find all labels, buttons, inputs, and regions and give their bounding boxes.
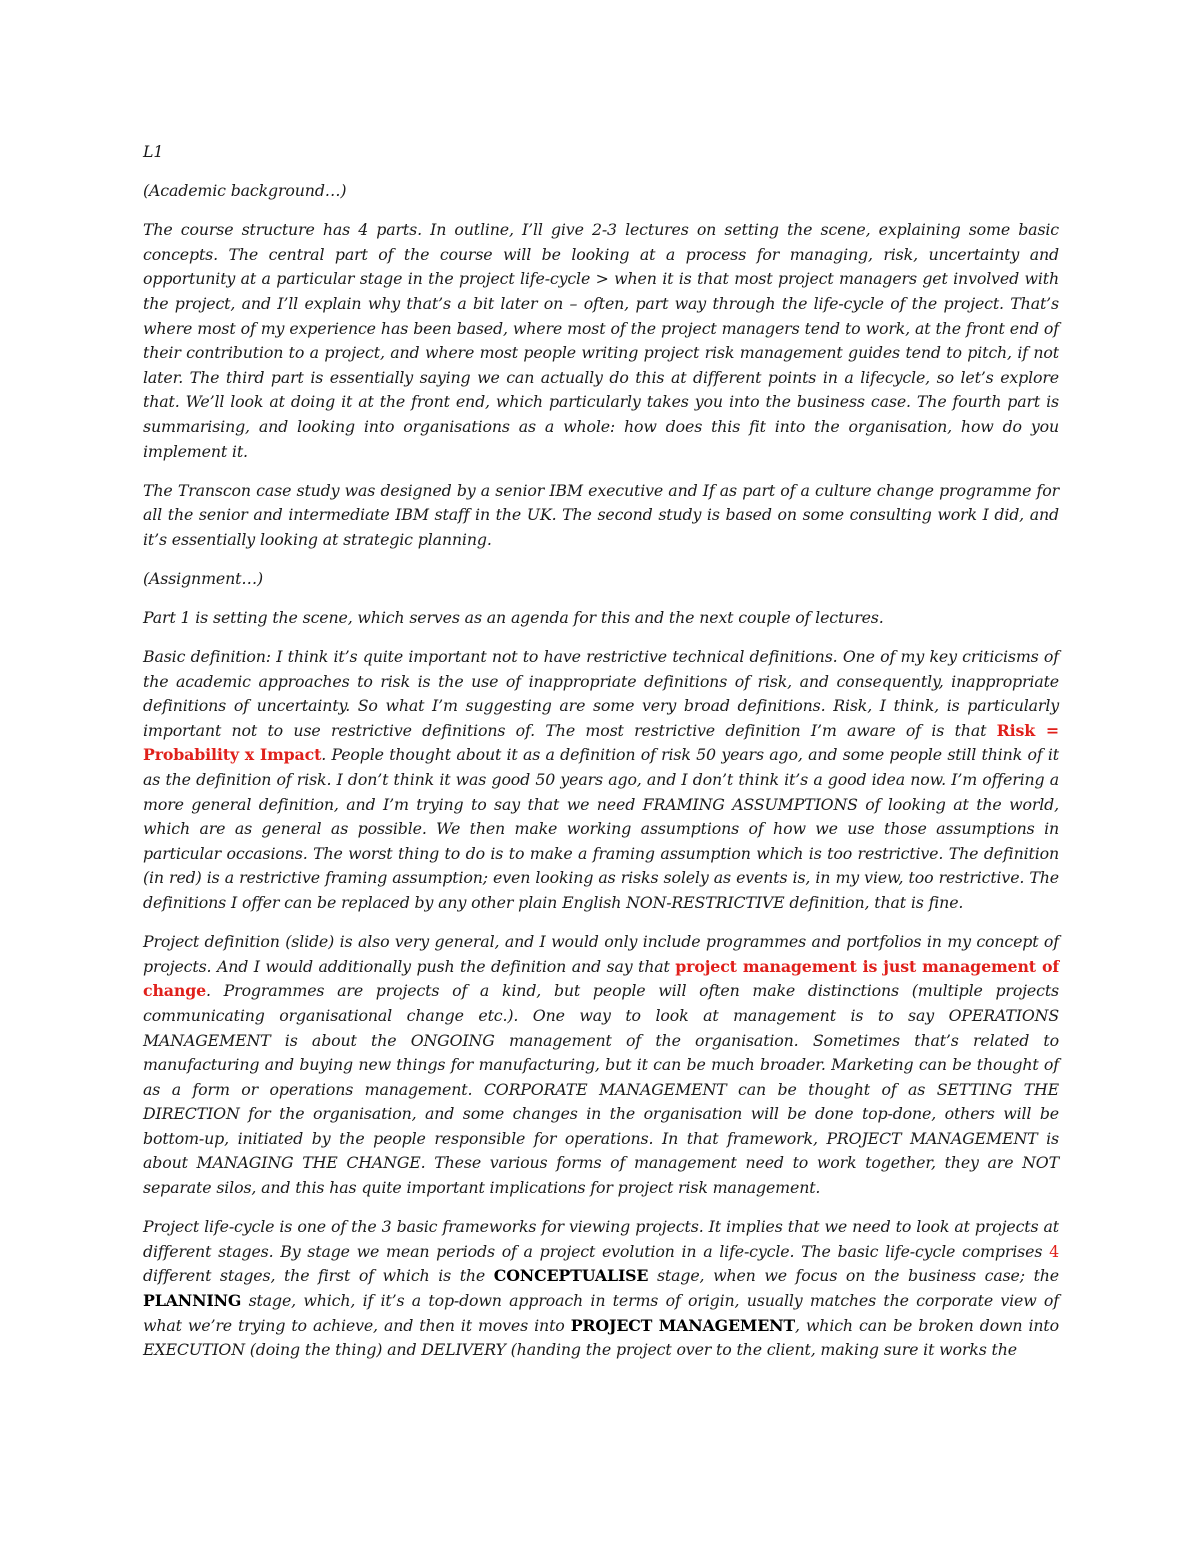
paragraph-basic-definition	[143, 645, 1059, 916]
life-cycle-text-c: stage, when we focus on the business case; the	[648, 1266, 1059, 1286]
basic-definition-text-a: Basic definition: I think it’s quite important not to have restrictive technical definitions. One of my key criticisms of the academic approaches to risk is the use of inappropriate definitions of risk, and consequently, inappropriate definitions of uncertainty. So what I’m suggesting are some very broad definitions. Risk, I think, is particularly important not to use restrictive definitions of. The most restrictive definition I’m aware of is that	[143, 647, 1059, 740]
stage-planning: PLANNING	[143, 1290, 242, 1310]
basic-definition-text-b: . People thought about it as a definition of risk 50 years ago, and some people still think of it as the definition of risk. I don’t think it was good 50 years ago, and I don’t think it’s a good idea now. I’m offering a more general definition, and I’m trying to say that we need FRAMING ASSUMPTIONS of looking at the world, which are as general as possible. We then make working assumptions of how we use those assumptions in particular occasions. The worst thing to do is to make a framing assumption which is too restrictive. The definition (in red) is a restrictive framing assumption; even looking as risks solely as events is, in my view, too restrictive. The definitions I offer can be replaced by any other plain English NON-RESTRICTIVE definition, that is fine.	[143, 745, 1059, 913]
life-cycle-text-a: Project life-cycle is one of the 3 basic frameworks for viewing projects. It implies that we need to look at projects at different stages. By stage we mean periods of a project evolution in a life-cycle. The basic life-cycle comprises	[143, 1217, 1059, 1261]
academic-background-note: (Academic background…)	[143, 181, 347, 201]
assignment-note: (Assignment…)	[143, 568, 263, 588]
change-management-highlight: project management is just management of change	[143, 956, 1059, 1001]
life-cycle-text-b: different stages, the first of which is the	[143, 1266, 494, 1286]
life-cycle-text-d: stage, which, if it’s a top-down approach in terms of origin, usually matches the corporate view of what we’re trying to achieve, and then it moves into	[143, 1290, 1059, 1335]
life-cycle-text-e: , which can be broken down into EXECUTION (doing the thing) and DELIVERY (handing the project over to the client, making sure it works the	[143, 1315, 1059, 1360]
stage-project-management: PROJECT MANAGEMENT	[570, 1315, 795, 1335]
stage-conceptualise: CONCEPTUALISE	[493, 1266, 649, 1286]
paragraph-case-studies: The Transcon case study was designed by a senior IBM executive and If as part of a culture change programme for all the senior and intermediate IBM staff in the UK. The second study is based on some consulting work I did, and it’s essentially looking at strategic planning.	[143, 480, 1059, 549]
paragraph-project-definition	[143, 930, 1059, 1201]
paragraph-part-one: Part 1 is setting the scene, which serves as an agenda for this and the next couple of lectures.	[143, 608, 884, 627]
risk-formula-highlight: Risk = Probability x Impact	[143, 720, 1059, 765]
paragraph-life-cycle	[143, 1215, 1059, 1363]
project-definition-text-b: . Programmes are projects of a kind, but people will often make distinctions (multiple projects communicating organisational change etc.). One way to look at management is to say OPERATIONS MANAGEMENT is about the ONGOING management of the organisation. Sometimes that’s related to manufacturing and buying new things for manufacturing, but it can be much broader. Marketing can be thought of as a form or operations management. CORPORATE MANAGEMENT can be thought of as SETTING THE DIRECTION for the organisation, and some changes in the organisation will be done top-done, others will be bottom-up, initiated by the people responsible for operations. In that framework, PROJECT MANAGEMENT is about MANAGING THE CHANGE. These various forms of management need to work together, they are NOT separate silos, and this has quite important implications for project risk management.	[143, 981, 1059, 1198]
lecture-heading: L1	[143, 142, 164, 161]
paragraph-course-structure: The course structure has 4 parts. In outline, I’ll give 2-3 lectures on setting the scene, explaining some basic concepts. The central part of the course will be looking at a process for managing, risk, uncertainty and opportunity at a particular stage in the project life-cycle > when it is that most project managers get involved with the project, and I’ll explain why that’s a bit later on – often, part way through the life-cycle of the project. That’s where most of my experience has been based, where most of the project managers tend to work, at the front end of their contribution to a project, and where most people writing project risk management guides tend to pitch, if not later. The third part is essentially saying we can actually do this at different points in a lifecycle, so let’s explore that. We’ll look at doing it at the front end, which particularly takes you into the business case. The fourth part is summarising, and looking into organisations as a whole: how does this fit into the organisation, how do you implement it.	[143, 220, 1059, 461]
project-definition-text-a: Project definition (slide) is also very general, and I would only include programmes and portfolios in my concept of projects. And I would additionally push the definition and say that	[143, 932, 1059, 976]
stage-count-highlight: 4	[1049, 1241, 1059, 1261]
